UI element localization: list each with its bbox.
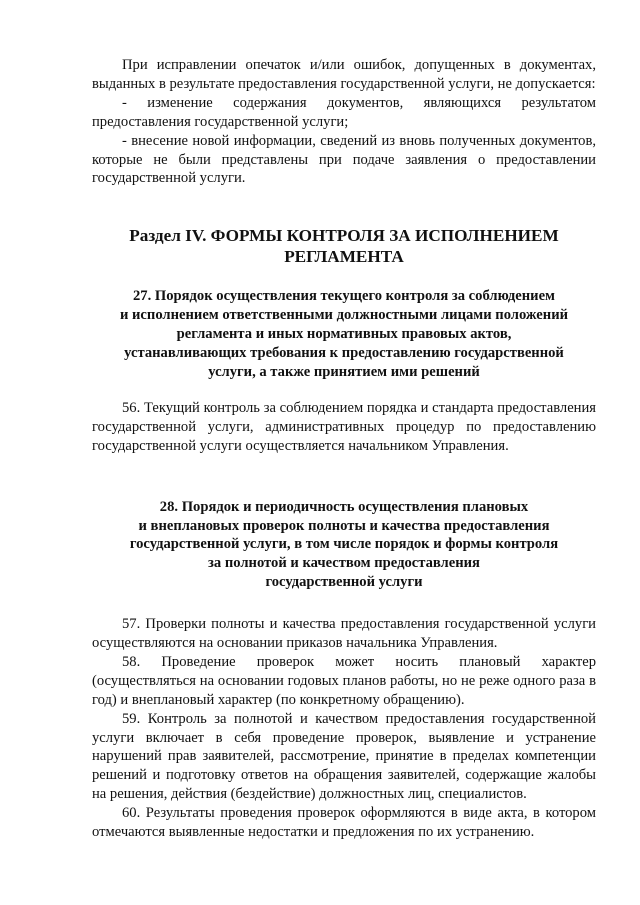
paragraph-59: 59. Контроль за полнотой и качеством предоставления государственной услуги включает в себя проведение проверок, выявление и устранение нарушений прав заявителей, рассмотрение, принятие в пределах компетенции решений и подготовку ответов на обращения заявителей, содержащие жалобы на решения, действия (бездействие) должностных лиц, специалистов. (92, 710, 596, 803)
subsection-28-heading (92, 498, 596, 593)
subsection-28-heading-line: 28. Порядок и периодичность осуществления плановых (159, 498, 529, 515)
subsection-27-heading-line: услуги, а также принятием ими решений (208, 363, 480, 380)
subsection-27-heading-line: 27. Порядок осуществления текущего контроля за соблюдением (133, 288, 555, 305)
subsection-27-heading-line: регламента и иных нормативных правовых актов, (176, 326, 512, 343)
subsection-27-heading (92, 287, 596, 382)
subsection-28-heading-line: за полнотой и качеством предоставления (208, 555, 480, 572)
section-4-title-line-2: РЕГЛАМЕНТА (284, 247, 404, 267)
subsection-28-heading-line: государственной услуги (265, 574, 423, 591)
section-4-title-line-1: Раздел IV. ФОРМЫ КОНТРОЛЯ ЗА ИСПОЛНЕНИЕМ (129, 226, 559, 246)
section-4-title (92, 225, 596, 267)
intro-list-item-2: - внесение новой информации, сведений из вновь полученных документов, которые не были представлены при подаче заявления о предоставлении государственной услуги. (92, 132, 596, 187)
intro-list-item-1: - изменение содержания документов, являющихся результатом предоставления государственной услуги; (92, 94, 596, 130)
paragraph-58: 58. Проведение проверок может носить плановый характер (осуществляться на основании годовых планов работы, но не реже одного раза в год) и внеплановый характер (по конкретному обращению). (92, 653, 596, 708)
subsection-28-heading-line: государственной услуги, в том числе порядок и формы контроля (129, 536, 559, 553)
paragraph-56: 56. Текущий контроль за соблюдением порядка и стандарта предоставления государственной услуги, административных процедур по предоставлению государственной услуги осуществляется начальником Управления. (92, 399, 596, 454)
paragraph-57: 57. Проверки полноты и качества предоставления государственной услуги осуществляются на основании приказов начальника Управления. (92, 616, 596, 652)
subsection-27-heading-line: устанавливающих требования к предоставлению государственной (124, 345, 564, 362)
subsection-28-heading-line: и внеплановых проверок полноты и качества предоставления (138, 517, 550, 534)
intro-paragraph: При исправлении опечаток и/или ошибок, допущенных в документах, выданных в результате предоставления государственной услуги, не допускается: (92, 57, 596, 92)
paragraph-60: 60. Результаты проведения проверок оформляются в виде акта, в котором отмечаются выявленные недостатки и предложения по их устранению. (92, 805, 596, 841)
subsection-27-heading-line: и исполнением ответственными должностными лицами положений (119, 307, 569, 324)
